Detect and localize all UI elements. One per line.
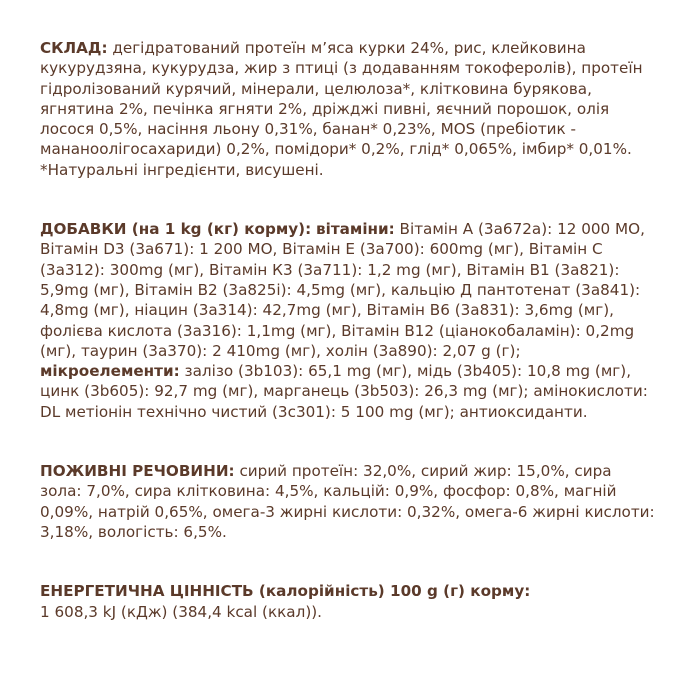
composition-text: дегідратований протеїн м’яса курки 24%, рис, клейковина кукурудзяна, кукурудза, жир з птиці (з додаванням токоферолів), протеїн гідролізований курячий, мінерали, целюлоза*, клітковина бурякова, ягнятина 2%, печінка ягняти 2%, дріжджі пивні, яєчний порошок, олія лосося 0,5%, насіння льону 0,31%, банан* 0,23%, MOS (пребіотик - мананоолігосахариди) 0,2%, помідори* 0,2%, глід* 0,065%, імбир* 0,01%. xyxy=(40,39,643,159)
energy-text: 1 608,3 kJ (кДж) (384,4 kcal (ккал)). xyxy=(40,602,322,621)
composition-heading: СКЛАД: xyxy=(40,39,108,57)
nutrients-paragraph xyxy=(40,461,656,542)
energy-heading: ЕНЕРГЕТИЧНА ЦІННІСТЬ (калорійність) 100 g (г) корму: xyxy=(40,582,531,601)
microelements-text: залізо (3b103): 65,1 mg (мг), мідь (3b405): 10,8 mg (мг), цинк (3b605): 92,7 mg (мг), марганець (3b503): 26,3 mg (мг); амінокислоти: DL метіонін технічно чистий (3c301): 5 100 mg (мг); антиоксиданти. xyxy=(40,362,648,421)
composition-section xyxy=(40,38,656,180)
vitamins-text: Вітамін А (3a672a): 12 000 МО, Вітамін D3 (3a671): 1 200 МО, Вітамін Е (3a700): 600mg (мг), Вітамін С (3a312): 300mg (мг), Вітамін К3 (3a711): 1,2 mg (мг), Вітамін В1 (3a821): 5,9mg (мг), Вітамін В2 (3a825i): 4,5mg (мг), кальцію Д пантотенат (3a841): 4,8mg (мг), ніацин (3a314): 42,7mg (мг), Вітамін В6 (3a831): 3,6mg (мг), фолієва кислота (3a316): 1,1mg (мг), Вітамін В12 (ціанокобаламін): 0,2mg (мг), таурин (3a370): 2 410mg (мг), холін (3a890): 2,07 g (г); xyxy=(40,220,645,360)
additives-heading: ДОБАВКИ (на 1 kg (кг) корму): xyxy=(40,220,312,239)
composition-paragraph xyxy=(40,38,656,160)
additives-paragraph xyxy=(40,219,656,422)
nutrients-text: сирий протеїн: 32,0%, сирий жир: 15,0%, сира зола: 7,0%, сира клітковина: 4,5%, кальцій: 0,9%, фосфор: 0,8%, магній 0,09%, натрій 0,65%, омега-3 жирні кислоти: 0,32%, омега-6 жирні кислоти: 3,18%, вологість: 6,5%. xyxy=(40,462,655,541)
microelements-label: мікроелементи: xyxy=(40,362,180,381)
nutrients-heading: ПОЖИВНІ РЕЧОВИНИ: xyxy=(40,462,235,481)
ingredients-label xyxy=(40,38,656,622)
composition-note: *Натуральні інгредієнти, висушені. xyxy=(40,160,324,179)
vitamins-label: вітаміни: xyxy=(316,220,395,239)
additives-section xyxy=(40,219,656,422)
energy-section xyxy=(40,581,656,622)
nutrients-section xyxy=(40,461,656,542)
